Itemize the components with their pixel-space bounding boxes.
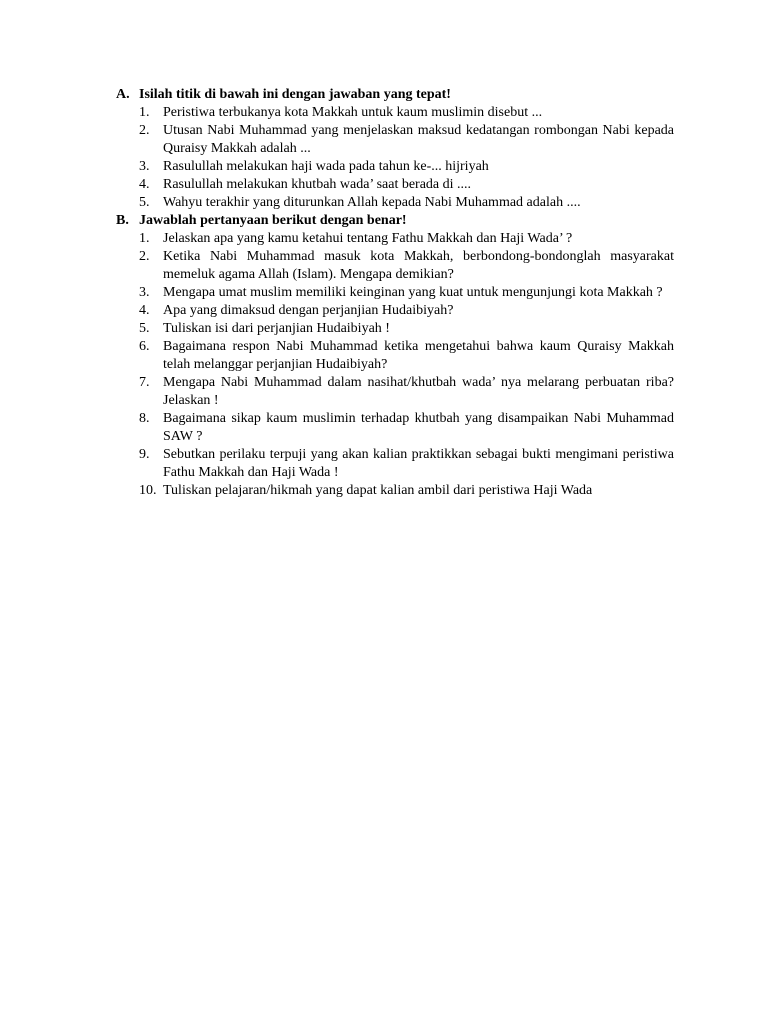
item-number: 9. — [139, 447, 150, 462]
item-text: Utusan Nabi Muhammad yang menjelaskan maksud kedatangan rombongan Nabi kepada Quraisy Makkah adalah ... — [163, 123, 674, 156]
item-number: 2. — [139, 123, 150, 138]
item-text: Mengapa umat muslim memiliki keinginan yang kuat untuk mengunjungi kota Makkah ? — [163, 285, 663, 300]
list-item — [139, 338, 674, 374]
section-title: Jawablah pertanyaan berikut dengan benar! — [139, 213, 407, 228]
item-text: Bagaimana sikap kaum muslimin terhadap khutbah yang disampaikan Nabi Muhammad SAW ? — [163, 411, 674, 444]
list-item — [139, 482, 674, 500]
item-number: 10. — [139, 483, 157, 498]
question-list — [116, 104, 674, 212]
item-text: Apa yang dimaksud dengan perjanjian Hudaibiyah? — [163, 303, 454, 318]
item-text: Peristiwa terbukanya kota Makkah untuk kaum muslimin disebut ... — [163, 105, 543, 120]
item-text: Rasulullah melakukan khutbah wada’ saat berada di .... — [163, 177, 472, 192]
item-text: Rasulullah melakukan haji wada pada tahun ke-... hijriyah — [163, 159, 489, 174]
item-number: 1. — [139, 105, 150, 120]
list-item — [139, 176, 674, 194]
item-number: 3. — [139, 285, 150, 300]
list-item — [139, 104, 674, 122]
list-item — [139, 248, 674, 284]
document-page — [116, 86, 674, 500]
section-heading — [116, 86, 674, 104]
list-item — [139, 194, 674, 212]
item-number: 5. — [139, 195, 150, 210]
list-item — [139, 374, 674, 410]
list-item — [139, 158, 674, 176]
item-text: Ketika Nabi Muhammad masuk kota Makkah, berbondong-bondonglah masyarakat memeluk agama Allah (Islam). Mengapa demikian? — [163, 249, 674, 282]
section-letter: B. — [116, 213, 129, 228]
section-b — [116, 212, 674, 500]
list-item — [139, 446, 674, 482]
item-number: 3. — [139, 159, 150, 174]
list-item — [139, 284, 674, 302]
item-number: 1. — [139, 231, 150, 246]
item-number: 8. — [139, 411, 150, 426]
section-a — [116, 86, 674, 212]
item-text: Mengapa Nabi Muhammad dalam nasihat/khutbah wada’ nya melarang perbuatan riba? Jelaskan ! — [163, 375, 674, 408]
list-item — [139, 320, 674, 338]
section-heading — [116, 212, 674, 230]
item-text: Sebutkan perilaku terpuji yang akan kalian praktikkan sebagai bukti mengimani peristiwa Fathu Makkah dan Haji Wada ! — [163, 447, 674, 480]
section-letter: A. — [116, 87, 130, 102]
item-number: 4. — [139, 177, 150, 192]
item-text: Jelaskan apa yang kamu ketahui tentang Fathu Makkah dan Haji Wada’ ? — [163, 231, 573, 246]
item-number: 7. — [139, 375, 150, 390]
item-number: 2. — [139, 249, 150, 264]
list-item — [139, 122, 674, 158]
section-title: Isilah titik di bawah ini dengan jawaban yang tepat! — [139, 87, 451, 102]
item-text: Wahyu terakhir yang diturunkan Allah kepada Nabi Muhammad adalah .... — [163, 195, 581, 210]
item-text: Tuliskan pelajaran/hikmah yang dapat kalian ambil dari peristiwa Haji Wada — [163, 483, 593, 498]
item-number: 5. — [139, 321, 150, 336]
item-text: Bagaimana respon Nabi Muhammad ketika mengetahui bahwa kaum Quraisy Makkah telah melanggar perjanjian Hudaibiyah? — [163, 339, 674, 372]
list-item — [139, 302, 674, 320]
list-item — [139, 230, 674, 248]
question-list — [116, 230, 674, 500]
item-number: 4. — [139, 303, 150, 318]
list-item — [139, 410, 674, 446]
item-text: Tuliskan isi dari perjanjian Hudaibiyah ! — [163, 321, 390, 336]
item-number: 6. — [139, 339, 150, 354]
